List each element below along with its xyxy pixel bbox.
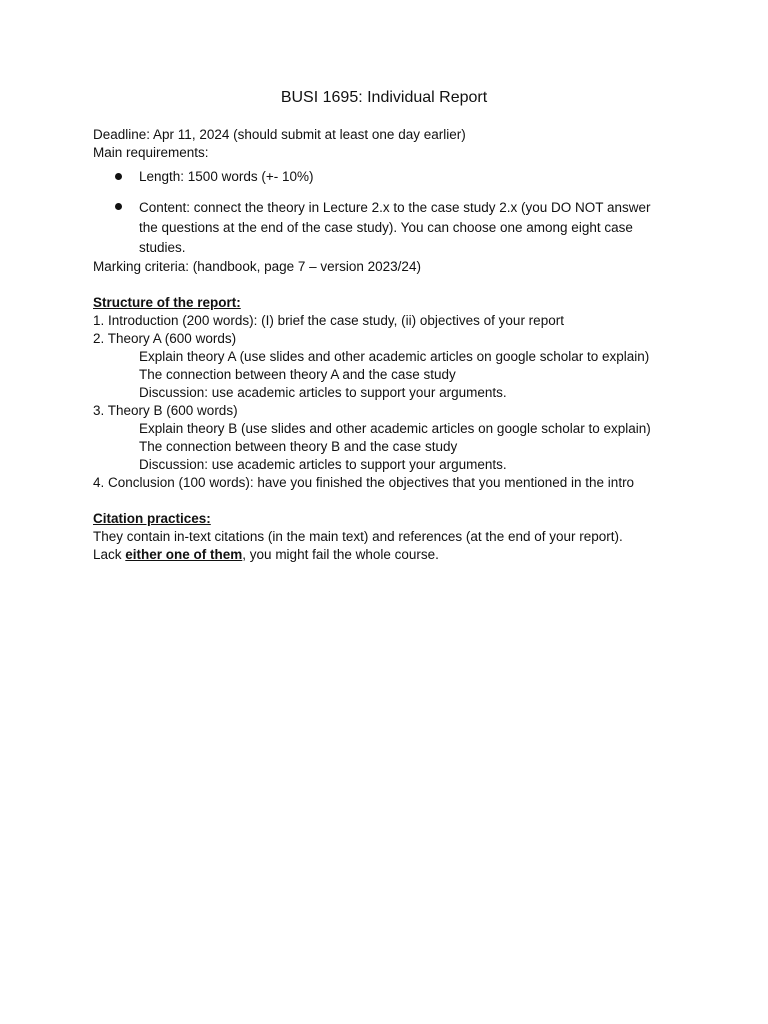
citation-line-2-suffix: , you might fail the whole course. <box>242 547 439 562</box>
structure-heading: Structure of the report: <box>93 295 241 310</box>
marking-criteria-text: Marking criteria: (handbook, page 7 – version 2023/24) <box>93 259 421 274</box>
document-title: BUSI 1695: Individual Report <box>280 89 488 106</box>
theory-a-item: Discussion: use academic articles to support your arguments. <box>139 385 507 400</box>
structure-theory-b: 3. Theory B (600 words) <box>93 403 238 418</box>
deadline-text: Deadline: Apr 11, 2024 (should submit at least one day earlier) <box>93 127 466 142</box>
theory-b-item: The connection between theory B and the case study <box>139 439 458 454</box>
citation-line-2-prefix: Lack <box>93 547 126 562</box>
citation-heading: Citation practices: <box>93 511 211 526</box>
list-item <box>93 198 693 258</box>
citation-line-2 <box>93 546 693 564</box>
length-requirement: Length: 1500 words (+- 10%) <box>139 169 314 184</box>
content-requirement-line: Content: connect the theory in Lecture 2.x to the case study 2.x (you DO NOT answer <box>139 200 651 215</box>
theory-a-item: The connection between theory A and the case study <box>139 367 456 382</box>
citation-emphasis: either one of them <box>125 547 243 562</box>
document-body <box>93 126 693 564</box>
theory-a-item: Explain theory A (use slides and other academic articles on google scholar to explain) <box>139 349 650 364</box>
structure-intro: 1. Introduction (200 words): (I) brief the case study, (ii) objectives of your report <box>93 313 564 328</box>
content-requirement-line: studies. <box>139 240 186 255</box>
citation-line-1: They contain in-text citations (in the main text) and references (at the end of your report). <box>93 529 623 544</box>
content-requirement-line: the questions at the end of the case study). You can choose one among eight case <box>139 220 633 235</box>
bullet-icon <box>115 203 122 210</box>
requirements-list <box>93 168 693 258</box>
list-item <box>93 168 693 186</box>
theory-b-item: Discussion: use academic articles to support your arguments. <box>139 457 507 472</box>
main-requirements-label: Main requirements: <box>93 145 209 160</box>
structure-conclusion: 4. Conclusion (100 words): have you finished the objectives that you mentioned in the intro <box>93 475 635 490</box>
structure-theory-a: 2. Theory A (600 words) <box>93 331 237 346</box>
theory-b-item: Explain theory B (use slides and other academic articles on google scholar to explain) <box>139 421 651 436</box>
bullet-icon <box>115 173 122 180</box>
